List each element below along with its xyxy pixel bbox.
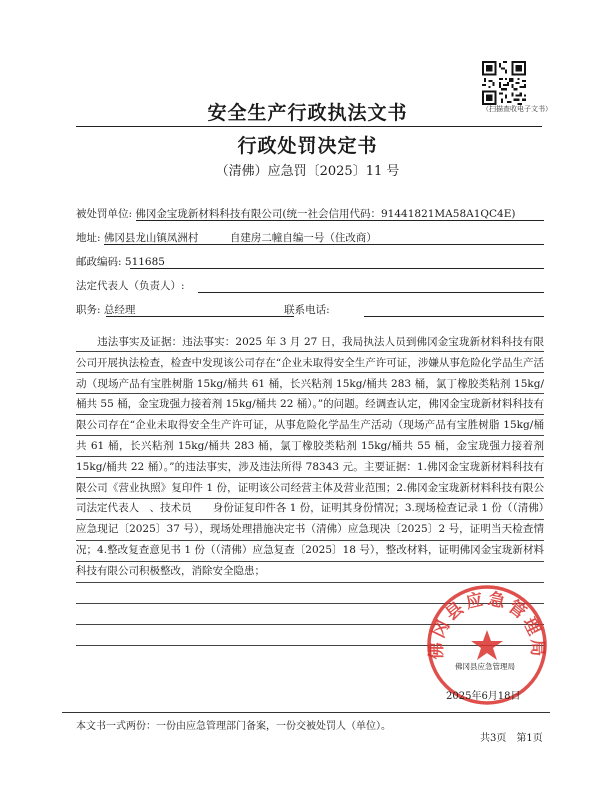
body-underline-7 [76,477,544,478]
document-title: 安全生产行政执法文书 [207,102,408,124]
violation-facts-text: 违法事实及证据：违法事实：2025 年 3 月 27 日，我局执法人员到佛冈金宝珑新材料科技有限公司开展执法检查，检查中发现该公司存在“企业未取得安全生产许可证，涉嫌从事危险化学品生产活动（现场产品有宝胜树脂 15kg/桶共 61 桶，长兴粘剂 15kg/桶共 283 桶，氯丁橡胶类粘剂 15kg/桶共 55 桶，金宝珑强力接着剂 15kg/桶共 22 桶）。”的问题。经调查认定，佛冈金宝珑新材料科技有限公司存在“企业未取得安全生产许可证，从事危险化学品生产活动（现场产品有宝胜树脂 15kg/桶共 61 桶，长兴粘剂 15kg/桶共 283 桶，氯丁橡胶类粘剂 15kg/桶共 55 桶，金宝珑强力接着剂 15kg/桶共 22 桶）。”的违法事实，涉及违法所得 78343 元。主要证据：1.佛冈金宝珑新材料科技有限公司《营业执照》复印件 1 份，证明该公司经营主体及营业范围；2.佛冈金宝珑新材料科技有限公司法定代表人 、技术员 身份证复印件各 1 份，证明其身份情况；3.现场检查记录 1 份（（清佛）应急现记〔2025〕37 号），现场处理措施决定书（清佛）应急现决〔2025〕2 号，证明当天检查情况；4.整改复查意见书 1 份（（清佛）应急复查〔2025〕18 号），整改材料，证明佛冈金宝珑新材料科技有限公司积极整改，消除安全隐患； [76,336,544,577]
body-underline-6 [76,456,544,457]
legal-rep-label: 法定代表人（负责人）: [76,280,185,292]
qr-caption: （扫描查收电子文书） [482,105,552,113]
field-party [76,206,546,221]
field-legal-rep [76,278,546,293]
postcode-label: 邮政编码: [76,256,122,268]
phone-underline [364,316,544,317]
title-divider [76,126,542,127]
postcode-underline [130,268,544,269]
footer-note: 本文书一式两份：一份由应急管理部门备案，一份交被处罚人（单位）。 [76,721,391,732]
body-underline-5 [76,435,544,436]
document-number: （清佛）应急罚〔2025〕11 号 [215,164,400,179]
body-underline-10 [76,540,544,541]
body-underline-4 [76,414,544,415]
postcode-value: 511685 [124,256,165,268]
signing-date: 2025年6月18日 [446,691,521,702]
phone-label: 联系电话: [284,304,330,316]
legal-rep-underline [198,292,544,293]
body-underline-1 [76,351,544,352]
position-underline [106,316,294,317]
document-subtitle: 行政处罚决定书 [237,135,378,157]
seal-ring-text: 佛冈县应急管理局 [426,589,548,660]
position-label: 职务: [76,304,101,316]
party-label: 被处罚单位: [76,208,133,220]
seal-org-text: 佛冈县应急管理局 [455,662,515,671]
field-position [76,302,546,317]
footer-divider [62,712,550,713]
address-underline [104,244,544,245]
party-underline [136,220,544,221]
address-value: 佛冈县龙山镇凤洲村 自建房二幢自编一号（住改商） [103,232,377,244]
body-underline-3 [76,393,544,394]
body-underline-11 [76,561,544,562]
body-underline-9 [76,519,544,520]
body-underline-8 [76,498,544,499]
field-address [76,230,546,245]
body-underline-2 [76,372,544,373]
page-indicator: 共3页 第1页 [480,733,543,744]
address-label: 地址: [76,232,101,244]
position-value: 总经理 [103,304,136,316]
party-value: 佛冈金宝珑新材料科技有限公司(统一社会信用代码：91441821MA58A1QC4E) [135,208,516,220]
field-postcode [76,254,546,269]
